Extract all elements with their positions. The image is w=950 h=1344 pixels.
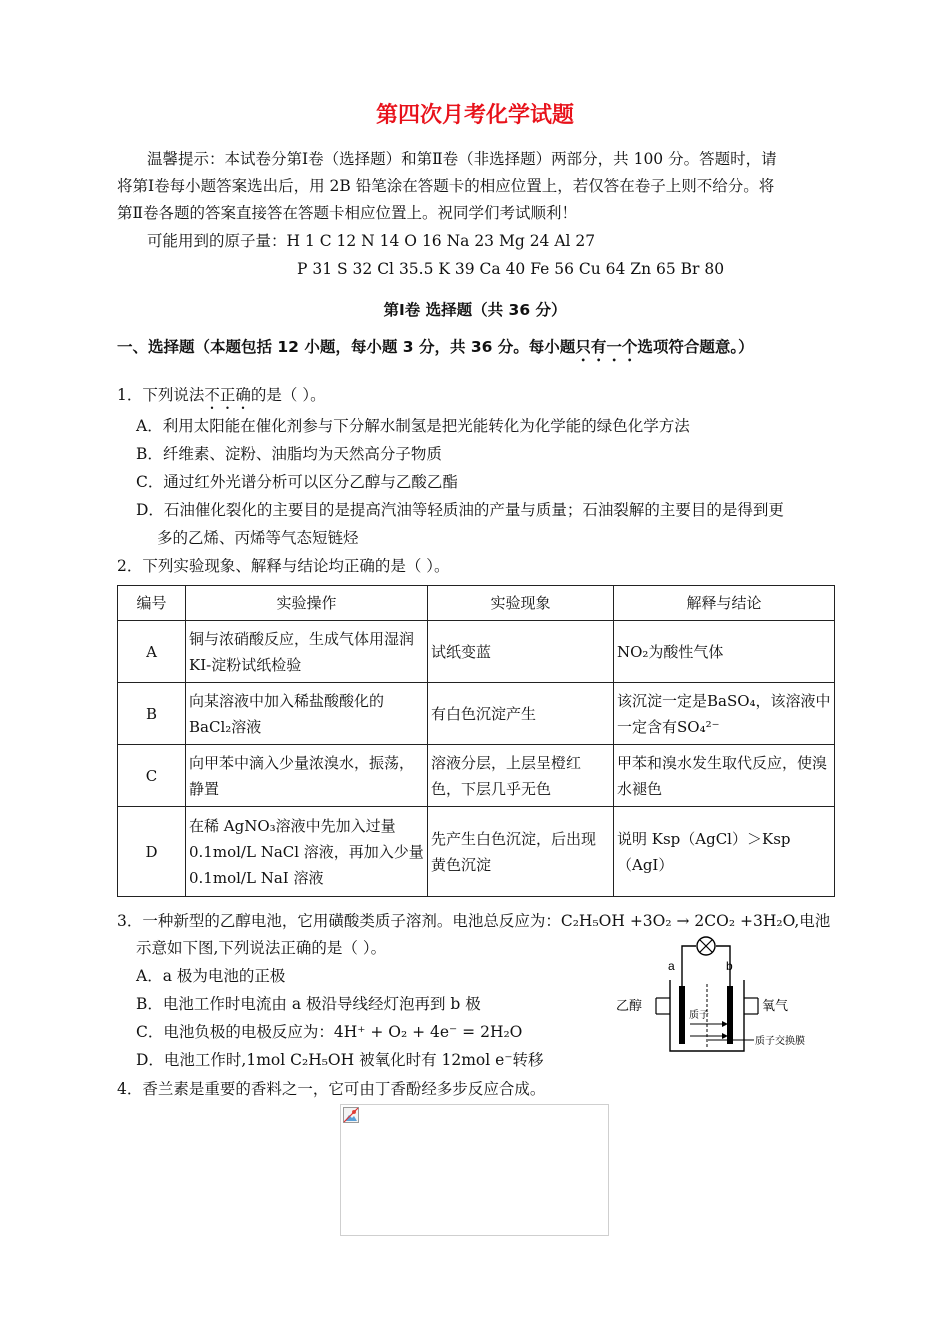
bulb-icon <box>697 937 715 955</box>
image-placeholder <box>340 1104 609 1236</box>
q1-option-d-line-1: D．石油催化裂化的主要目的是提高汽油等轻质油的产量与质量；石油裂解的主要目的是得到更 <box>136 501 784 519</box>
table-row <box>118 807 835 897</box>
q1-stem-emphasis: 不正确 <box>204 386 251 404</box>
battery-diagram <box>612 936 822 1056</box>
broken-image-icon <box>343 1107 359 1123</box>
notice-line-2: 将第Ⅰ卷每小题答案选出后，用 2B 铅笔涂在答题卡的相应位置上，若仅答在卷子上则不给分。将 <box>117 177 775 195</box>
table-header-row <box>118 586 835 621</box>
q3-option-a: A．a 极为电池的正极 <box>136 967 286 985</box>
q2-stem: 2．下列实验现象、解释与结论均正确的是（ ）。 <box>117 557 450 575</box>
row-conclusion: NO₂为酸性气体 <box>614 621 835 683</box>
table-header-cell: 编号 <box>118 586 186 621</box>
section-1-emphasis: 只有一个 <box>575 338 638 356</box>
table-header-cell: 解释与结论 <box>614 586 835 621</box>
notice-line-1: 温馨提示：本试卷分第Ⅰ卷（选择题）和第Ⅱ卷（非选择题）两部分，共 100 分。答题时，请 <box>147 150 777 168</box>
row-id: C <box>118 745 186 807</box>
q1-option-c: C．通过红外光谱分析可以区分乙醇与乙酸乙酯 <box>136 473 458 491</box>
electrode-a-label: a <box>668 959 675 973</box>
electrode-b-label: b <box>726 959 733 973</box>
section-1-heading <box>117 335 754 365</box>
q1-stem-a: 1．下列说法 <box>117 386 205 404</box>
membrane-label: 质子交换膜 <box>755 1036 805 1047</box>
q3-stem-line-1: 3．一种新型的乙醇电池，它用磺酸类质子溶剂。电池总反应为：C₂H₅OH +3O₂ → 2CO₂ +3H₂O,电池 <box>117 912 831 930</box>
row-id: B <box>118 683 186 745</box>
q4-stem: 4．香兰素是重要的香料之一，它可由丁香酚经多步反应合成。 <box>117 1080 546 1098</box>
experiment-table <box>117 585 835 897</box>
row-phenomenon: 溶液分层，上层呈橙红色，下层几乎无色 <box>428 745 614 807</box>
page-title: 第四次月考化学试题 <box>375 103 574 128</box>
row-phenomenon: 试纸变蓝 <box>428 621 614 683</box>
atomic-mass-line-2: P 31 S 32 Cl 35.5 K 39 Ca 40 Fe 56 Cu 64 Zn 65 Br 80 <box>297 260 725 278</box>
table-header-cell: 实验操作 <box>186 586 428 621</box>
q1-stem-b: 的是（ ）。 <box>250 386 326 404</box>
row-phenomenon: 先产生白色沉淀，后出现黄色沉淀 <box>428 807 614 897</box>
section-1-prefix: 一、选择题（本题包括 12 小题，每小题 3 分，共 36 分。每小题 <box>117 338 576 356</box>
section-1-suffix: 选项符合题意。） <box>637 338 754 356</box>
q1-option-b: B．纤维素、淀粉、油脂均为天然高分子物质 <box>136 445 442 463</box>
table-row <box>118 683 835 745</box>
atomic-mass-line-1: 可能用到的原子量：H 1 C 12 N 14 O 16 Na 23 Mg 24 Al 27 <box>147 232 596 250</box>
row-operation: 向某溶液中加入稀盐酸酸化的BaCl₂溶液 <box>186 683 428 745</box>
q1-option-a: A．利用太阳能在催化剂参与下分解水制氢是把光能转化为化学能的绿色化学方法 <box>136 417 690 435</box>
q3-stem-line-2: 示意如下图,下列说法正确的是（ ）。 <box>136 939 387 957</box>
table-row <box>118 621 835 683</box>
table-header-cell: 实验现象 <box>428 586 614 621</box>
row-operation: 在稀 AgNO₃溶液中先加入过量 0.1mol/L NaCl 溶液，再加入少量 0.1mol/L NaI 溶液 <box>186 807 428 897</box>
row-id: A <box>118 621 186 683</box>
row-operation: 向甲苯中滴入少量浓溴水，振荡，静置 <box>186 745 428 807</box>
volume-1-heading: 第Ⅰ卷 选择题（共 36 分） <box>383 301 567 319</box>
ethanol-label: 乙醇 <box>616 999 643 1014</box>
oxygen-label: 氧气 <box>762 999 789 1014</box>
table-row <box>118 745 835 807</box>
row-conclusion: 该沉淀一定是BaSO₄，该溶液中一定含有SO₄²⁻ <box>614 683 835 745</box>
q3-option-b: B．电池工作时电流由 a 极沿导线经灯泡再到 b 极 <box>136 995 481 1013</box>
q1-stem <box>117 382 326 413</box>
row-id: D <box>118 807 186 897</box>
row-phenomenon: 有白色沉淀产生 <box>428 683 614 745</box>
q3-option-c: C．电池负极的电极反应为：4H⁺ + O₂ + 4e⁻ = 2H₂O <box>136 1023 523 1041</box>
q1-option-d-line-2: 多的乙烯、丙烯等气态短链烃 <box>157 529 359 547</box>
notice-line-3: 第Ⅱ卷各题的答案直接答在答题卡相应位置上。祝同学们考试顺利！ <box>117 204 578 222</box>
proton-label: 质子 <box>689 1010 709 1021</box>
row-operation: 铜与浓硝酸反应，生成气体用湿润KI-淀粉试纸检验 <box>186 621 428 683</box>
row-conclusion: 说明 Ksp（AgCl）＞Ksp（AgI） <box>614 807 835 897</box>
q3-option-d: D．电池工作时,1mol C₂H₅OH 被氧化时有 12mol e⁻转移 <box>136 1051 544 1069</box>
row-conclusion: 甲苯和溴水发生取代反应，使溴水褪色 <box>614 745 835 807</box>
